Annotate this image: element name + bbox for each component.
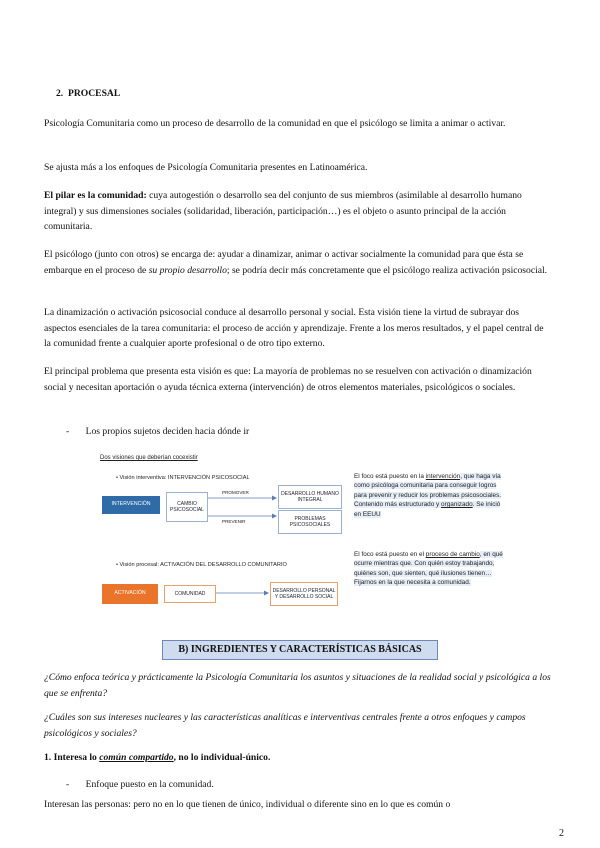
- bullet-item-2-text: Enfoque puesto en la comunidad.: [85, 779, 214, 790]
- paragraph-4-italic: su propio desarrollo: [148, 264, 227, 276]
- question-2: [44, 710, 552, 741]
- last-line: Interesan las personas: pero no en lo que tienen de único, individual o diferente sino en lo que es común o: [44, 799, 451, 810]
- cambio-box: CAMBIO PSICOSOCIAL: [166, 492, 208, 522]
- arrow-head-promover: [272, 496, 277, 501]
- arrow-head-prevenir: [272, 514, 277, 519]
- vision2-label-text: Visión procesal: ACTIVACIÓN DEL DESARROLLO COMUNITARIO: [119, 562, 287, 568]
- note2-part-a: El foco está puesto en el: [354, 551, 426, 558]
- intervencion-box: INTERVENCIÓN: [102, 496, 160, 514]
- promover-label: PROMOVER: [222, 490, 249, 495]
- paragraph-3-text: cuya autogestión o desarrollo sea del conjunto de sus miembros (asimilable al desarrollo humano integral) y sus dimensiones sociales (solidaridad, liberación, participación…) es el objeto o asunto principal de la acción comunitaria.: [44, 190, 522, 232]
- vision1-label: • Visión interventiva: INTERVENCIÓN PSICOSOCIAL: [116, 475, 250, 481]
- desarrollo-personal-box: DESARROLLO PERSONAL Y DESARROLLO SOCIAL: [270, 582, 338, 606]
- note1-part-b: , que haga vía como psicóloga comunitaria para conseguir logros para prevenir y reducir los problemas psicosociales. Contenido más estructurado y: [354, 473, 502, 509]
- desarrollo-humano-box: DESARROLLO HUMANO INTEGRAL: [278, 485, 342, 509]
- visions-diagram: [96, 452, 506, 622]
- heading-title: PROCESAL: [68, 88, 121, 99]
- question-1: [44, 670, 552, 701]
- note2-part-b: , en qué ocurre mientras que. Con quién estoy trabajando, quiénes son, que sienten, qué ilusiones tienen… Fijarnos en la que necesita a comunidad.: [354, 551, 503, 587]
- paragraph-2: Se ajusta más a los enfoques de Psicología Comunitaria presentes en Latinoamérica.: [44, 162, 368, 173]
- question-1-text: ¿Cómo enfoca teórica y prácticamente la Psicología Comunitaria los asuntos y situaciones de la realidad social y psicológica a los que se enfrenta?: [44, 672, 551, 699]
- paragraph-6: El principal problema que presenta esta visión es que: La mayoría de problemas no se resuelven con activación o dinamización social y necesitan aportación o ayuda técnica externa (intervención) de otros elementos materiales, psicológicos o sociales.: [44, 366, 532, 393]
- page-number: 2: [559, 828, 564, 839]
- point-1-a: 1. Interesa lo: [44, 752, 100, 763]
- arrow-head-activacion: [264, 591, 269, 596]
- point-1-b: , no lo individual-único.: [173, 752, 271, 763]
- paragraph-4-text-b: ; se podría decir más concretamente que el psicólogo realiza activación psicosocial.: [226, 264, 548, 276]
- note2-underline: proceso de cambio: [425, 551, 480, 558]
- dash-icon: -: [66, 779, 70, 790]
- paragraph-3-bold: El pilar es la comunidad:: [44, 190, 147, 201]
- bullet-item-1-text: Los propios sujetos deciden hacia dónde ir: [85, 426, 250, 437]
- dash-icon: -: [66, 426, 70, 437]
- question-2-text: ¿Cuáles son sus intereses nucleares y las características analíticas e interventivas centrales frente a otros enfoques y campos psicológicos y sociales?: [44, 712, 526, 739]
- paragraph-1: Psicología Comunitaria como un proceso de desarrollo de la comunidad en que el psicólogo se limita a animar o activar.: [44, 118, 506, 129]
- diagram-title: Dos visiones que deberían cocexistir: [100, 455, 198, 461]
- problemas-box: PROBLEMAS PSICOSOCIALES: [278, 510, 342, 534]
- activacion-box: ACTIVACIÓN: [102, 584, 158, 604]
- section-heading: [56, 86, 120, 102]
- vision1-label-text: Visión interventiva: INTERVENCIÓN PSICOSOCIAL: [119, 475, 250, 481]
- note1-part-c: . Se inició en EEUU: [354, 501, 501, 518]
- point-1-heading: [44, 750, 552, 766]
- note-intervencion: [354, 472, 504, 519]
- bullet-item-1: [66, 424, 249, 440]
- paragraph-5: La dinamización o activación psicosocial conduce al desarrollo personal y social. Esta visión tiene la virtud de subrayar dos aspectos esenciales de la tarea comunitaria: el proceso de acción y aprendizaje. Frente a los meros resultados, y el papel central de la comunidad frente a cualquier aporte profesional o de otro tipo externo.: [44, 307, 544, 349]
- heading-number: 2.: [56, 88, 64, 99]
- note-procesal: [354, 550, 504, 588]
- comunidad-box: COMUNIDAD: [164, 585, 216, 603]
- note1-underline-b: organizado: [441, 501, 473, 509]
- point-1-underline: común compartido: [99, 752, 174, 763]
- bullet-item-2: [66, 777, 214, 793]
- paragraph-3: [44, 188, 552, 235]
- section-b-title: B) INGREDIENTES Y CARACTERÍSTICAS BÁSICAS: [162, 640, 438, 660]
- paragraph-4: [44, 247, 552, 278]
- paragraph-4-text-a: El psicólogo (junto con otros) se encarga de: ayudar a dinamizar, animar o activar socialmente la comunidad para que ésta se embarque en el proceso de: [44, 249, 524, 276]
- prevenir-label: PREVENIR: [222, 519, 246, 524]
- note1-underline-a: intervención: [425, 473, 461, 480]
- vision2-label: • Visión procesal: ACTIVACIÓN DEL DESARROLLO COMUNITARIO: [116, 562, 287, 568]
- note1-part-a: El foco está puesto en la: [354, 473, 426, 480]
